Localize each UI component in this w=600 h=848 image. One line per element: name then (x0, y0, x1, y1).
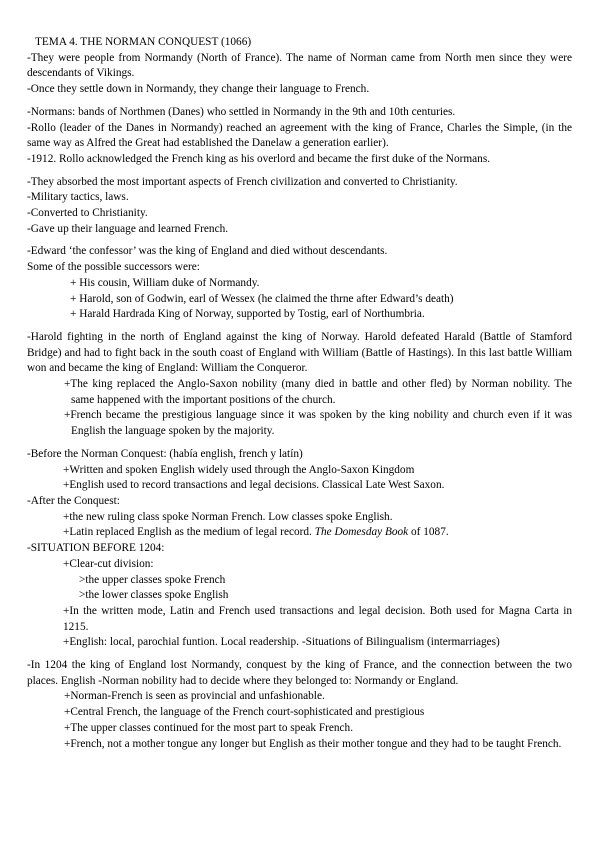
paragraph: Some of the possible successors were: (27, 261, 200, 274)
list-item-text: of 1087. (408, 526, 449, 539)
sub-list-item: >the upper classes spoke French (79, 573, 226, 586)
section-origins (27, 51, 572, 98)
list-item-text: +Latin replaced English as the medium of legal record. (63, 526, 315, 539)
list-item: +Clear-cut division: (63, 557, 154, 570)
paragraph: -SITUATION BEFORE 1204: (27, 542, 165, 555)
section-french-civilization (27, 175, 572, 238)
list-item (27, 525, 572, 541)
list-item: +Central French, the language of the French court-sophisticated and prestigious (64, 706, 425, 719)
paragraph: -Military tactics, laws. (27, 191, 129, 204)
paragraph: -Normans: bands of Northmen (Danes) who settled in Normandy in the 9th and 10th centuries. (27, 105, 456, 118)
list-item: +The upper classes continued for the most part to speak French. (64, 721, 354, 734)
document-page (27, 35, 572, 752)
list-item: +The king replaced the Anglo-Saxon nobility (many died in battle and other fled) by Norman nobility. The same happened with the important positions of the church. (64, 378, 572, 406)
document-title: TEMA 4. THE NORMAN CONQUEST (1066) (35, 36, 252, 48)
section-normans (27, 105, 572, 168)
section-successors (27, 244, 572, 323)
paragraph: -In 1204 the king of England lost Normandy, conquest by the king of France, and the connection between the two places. English -Norman nobility had to decide where they belonged to: Normandy or England. (27, 659, 572, 687)
book-title: The Domesday Book (314, 526, 409, 539)
paragraph: -Gave up their language and learned French. (27, 222, 229, 235)
paragraph: -After the Conquest: (27, 494, 120, 507)
list-item: + Harold, son of Godwin, earl of Wessex (he claimed the thrne after Edward’s death) (70, 292, 454, 305)
list-item: +English: local, parochial funtion. Local readership. -Situations of Bilingualism (intermarriages) (63, 636, 500, 649)
list-item: +Written and spoken English widely used through the Anglo-Saxon Kingdom (63, 463, 415, 476)
section-1204 (27, 658, 572, 752)
paragraph: -1912. Rollo acknowledged the French king as his overlord and became the first duke of the Normans. (27, 152, 491, 165)
paragraph: -They absorbed the most important aspects of French civilization and converted to Christianity. (27, 175, 458, 188)
list-item: +In the written mode, Latin and French used transactions and legal decision. Both used for Magna Carta in 1215. (63, 604, 572, 633)
list-item: + His cousin, William duke of Normandy. (70, 276, 260, 289)
paragraph: -They were people from Normandy (North of France). The name of Norman came from North men since they were descendants of Vikings. (27, 51, 572, 80)
paragraph: -Edward ‘the confessor’ was the king of England and died without descendants. (27, 245, 388, 258)
list-item: +Norman-French is seen as provincial and unfashionable. (64, 690, 325, 703)
list-item: + Harald Hardrada King of Norway, supported by Tostig, earl of Northumbria. (70, 308, 425, 321)
paragraph: -Once they settle down in Normandy, they change their language to French. (27, 83, 370, 96)
list-item: +the new ruling class spoke Norman French. Low classes spoke English. (63, 510, 393, 523)
list-item: +French, not a mother tongue any longer but English as their mother tongue and they had to be taught French. (64, 737, 562, 750)
list-item: +English used to record transactions and legal decisions. Classical Late West Saxon. (63, 479, 445, 492)
paragraph: -Before the Norman Conquest: (había english, french y latín) (27, 447, 303, 460)
paragraph: -Rollo (leader of the Danes in Normandy) reached an agreement with the king of France, Charles the Simple, (in the same way as Alfred the Great had established the Danelaw a generation earlier). (27, 121, 572, 150)
section-before-after (27, 447, 572, 651)
section-battles (27, 330, 572, 440)
paragraph: -Converted to Christianity. (27, 207, 148, 220)
paragraph: -Harold fighting in the north of England against the king of Norway. Harold defeated Harald (Battle of Stamford Bridge) and had to fight back in the south coast of England with William (Battle of Hastings). In this last battle William won and became the king of England: William the Conqueror. (27, 330, 572, 375)
sub-list-item: >the lower classes spoke English (79, 589, 229, 602)
list-item: +French became the prestigious language since it was spoken by the king nobility and church even if it was English the language spoken by the majority. (64, 409, 572, 438)
